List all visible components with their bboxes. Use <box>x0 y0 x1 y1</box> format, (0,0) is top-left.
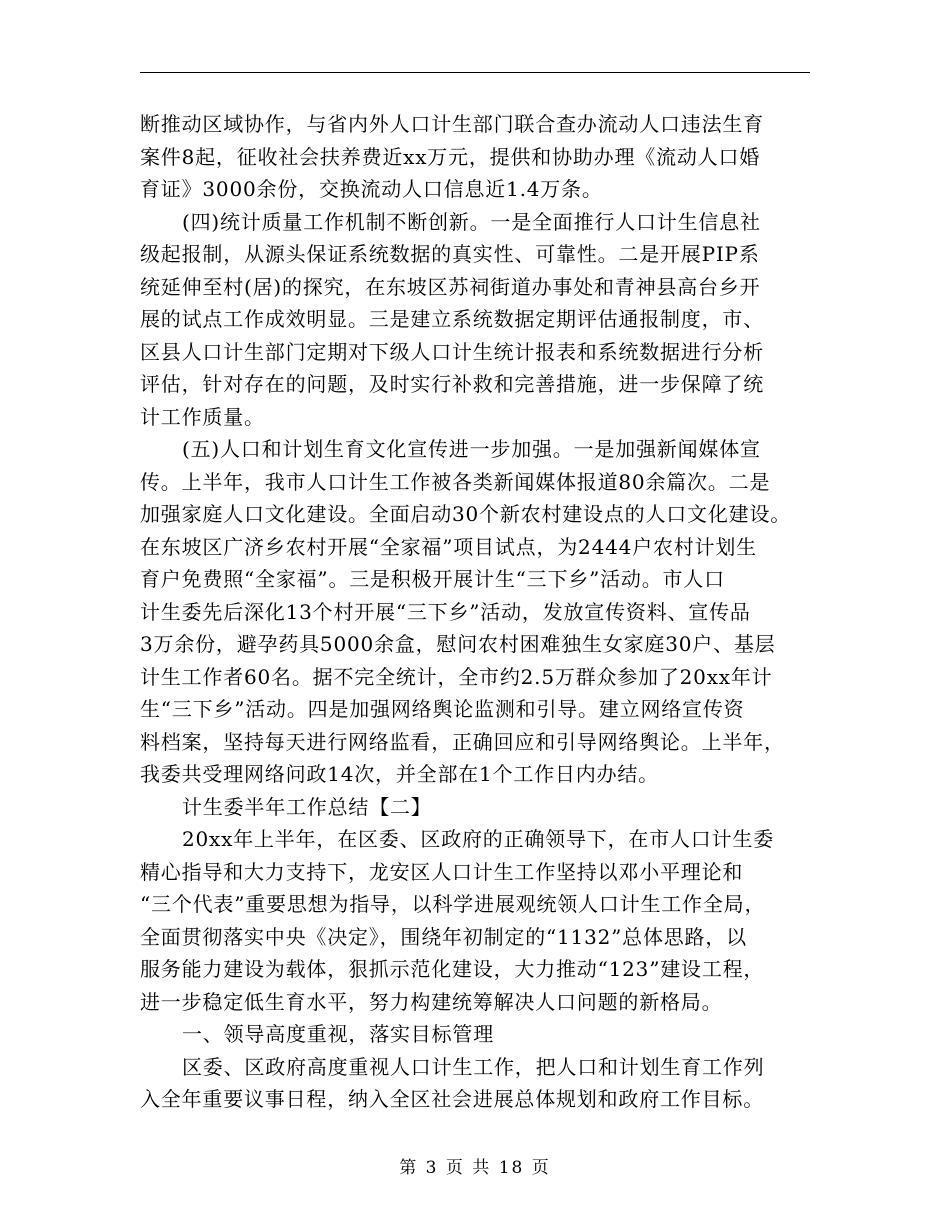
text-line: 在东坡区广济乡农村开展“全家福”项目试点，为2444户农村计划生 <box>140 534 757 559</box>
text-line: 一、领导高度重视，落实目标管理 <box>182 1022 494 1046</box>
text-line: 计工作质量。 <box>140 404 265 429</box>
text-line: 料档案，坚持每天进行网络监看，正确回应和引导网络舆论。上半年， <box>140 729 785 754</box>
text-line: “三个代表”重要思想为指导，以科学进展观统领人口计生工作全局， <box>140 892 766 916</box>
text-line: 入全年重要议事日程，纳入全区社会进展总体规划和政府工作目标。 <box>140 1087 764 1111</box>
text-line: 精心指导和大力支持下，龙安区人口计生工作坚持以邓小平理论和 <box>140 859 744 884</box>
text-line: 育证》3000余份，交换流动人口信息近1.4万条。 <box>140 177 603 201</box>
text-line: 计生委先后深化13个村开展“三下乡”活动，发放宣传资料、宣传品 <box>140 599 751 624</box>
text-line: 全面贯彻落实中央《决定》，围绕年初制定的“1132”总体思路，以 <box>140 924 747 949</box>
text-line: 展的试点工作成效明显。三是建立系统数据定期评估通报制度，市、 <box>140 307 764 331</box>
text-line: 加强家庭人口文化建设。全面启动30个新农村建设点的人口文化建设。 <box>140 502 792 526</box>
text-line: 级起报制，从源头保证系统数据的真实性、可靠性。二是开展PIP系 <box>140 242 760 266</box>
text-line: 计生工作者60名。据不完全统计，全市约2.5万群众参加了20xx年计 <box>140 664 773 689</box>
text-line: 我委共受理网络问政14次，并全部在1个工作日内办结。 <box>140 762 659 786</box>
page-footer: 第 3 页 共 18 页 <box>399 1158 551 1178</box>
text-line: 区委、区政府高度重视人口计生工作，把人口和计划生育工作列 <box>182 1054 765 1079</box>
text-line: 评估，针对存在的问题，及时实行补救和完善措施，进一步保障了统 <box>140 372 764 396</box>
text-line: 生“三下乡”活动。四是加强网络舆论监测和引导。建立网络宣传资 <box>140 697 745 721</box>
text-line: 计生委半年工作总结【二】 <box>182 794 432 819</box>
text-line: 区县人口计生部门定期对下级人口计生统计报表和系统数据进行分析 <box>140 339 764 364</box>
header-rule <box>140 72 810 73</box>
text-line: (四)统计质量工作机制不断创新。一是全面推行人口计生信息社 <box>182 209 761 234</box>
text-line: 案件8起，征收社会扶养费近xx万元，提供和协助办理《流动人口婚 <box>140 144 761 169</box>
text-line: 传。上半年，我市人口计生工作被各类新闻媒体报道80余篇次。二是 <box>140 469 771 494</box>
text-line: 育户免费照“全家福”。三是积极开展计生“三下乡”活动。市人口 <box>140 567 725 591</box>
text-line: (五)人口和计划生育文化宣传进一步加强。一是加强新闻媒体宣 <box>182 437 761 461</box>
text-line: 统延伸至村(居)的探究，在东坡区苏祠街道办事处和青神县高台乡开 <box>140 274 761 299</box>
text-line: 20xx年上半年，在区委、区政府的正确领导下，在市人口计生委 <box>182 827 775 851</box>
document-body <box>140 108 810 1116</box>
text-line: 服务能力建设为载体，狠抓示范化建设，大力推动“123”建设工程， <box>140 957 765 981</box>
text-line: 进一步稳定低生育水平，努力构建统筹解决人口问题的新格局。 <box>140 989 723 1014</box>
text-line: 3万余份，避孕药具5000余盒，慰问农村困难独生女家庭30户、基层 <box>140 632 776 656</box>
text-line: 断推动区域协作，与省内外人口计生部门联合查办流动人口违法生育 <box>140 112 764 136</box>
